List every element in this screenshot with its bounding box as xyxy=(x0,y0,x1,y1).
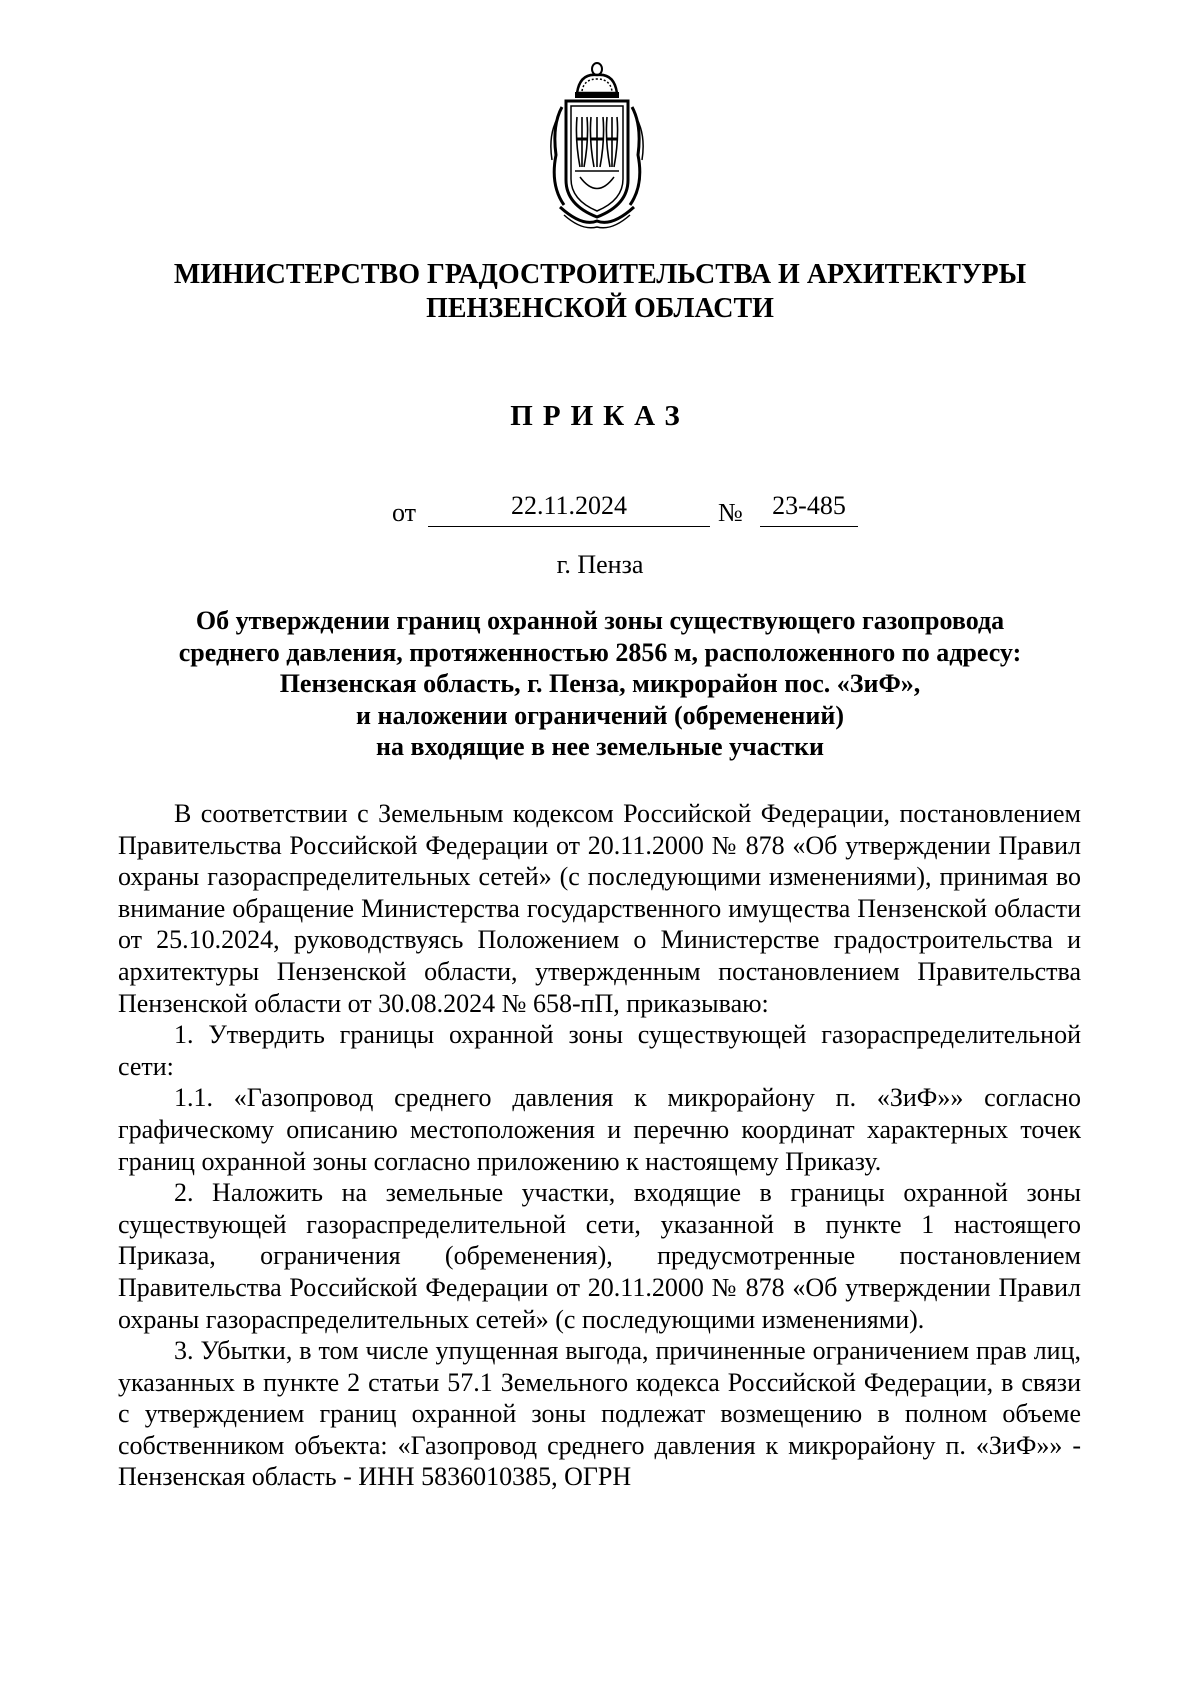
preamble-paragraph: В соответствии с Земельным кодексом Российской Федерации, постановлением Правительства Российской Федерации от 20.11.2000 № 878 «Об утверждении Правил охраны газораспределительных сетей» (с последующими изменениями), принимая во внимание обращение Министерства государственного имущества Пензенской области от 25.10.2024, руководствуясь Положением о Министерстве градостроительства и архитектуры Пензенской области, утвержденным постановлением Правительства Пензенской области от 30.08.2024 № 658-пП, приказываю: xyxy=(118,799,1081,1018)
city-name: г. Пенза xyxy=(556,550,644,579)
document-number: 23-485 xyxy=(760,488,858,527)
document-type-title: ПРИКАЗ xyxy=(510,400,690,432)
coat-of-arms-emblem xyxy=(542,55,652,230)
date-prefix: от xyxy=(392,498,417,527)
subject-line-4: и наложении ограничений (обременений) xyxy=(355,700,845,730)
subject-line-1: Об утверждении границ охранной зоны существующего газопровода xyxy=(195,606,1005,635)
item-3-paragraph: 3. Убытки, в том числе упущенная выгода, причиненные ограничением прав лиц, указанных в пункте 2 статьи 57.1 Земельного кодекса Российской Федерации, в связи с утверждением границ охранной зоны подлежат возмещению в полном объеме собственником объекта: «Газопровод среднего давления к микрорайону п. «ЗиФ»» - Пензенская область - ИНН 5836010385, ОГРН xyxy=(118,1336,1081,1492)
subject-line-5: на входящие в нее земельные участки xyxy=(376,732,824,761)
document-subject xyxy=(120,605,1080,763)
document-date: 22.11.2024 xyxy=(428,488,710,527)
item-2-paragraph: 2. Наложить на земельные участки, входящие в границы охранной зоны существующей газораспределительной сети, указанной в пункте 1 настоящего Приказа, ограничения (обременения), предусмотренные постановлением Правительства Российской Федерации от 20.11.2000 № 878 «Об утверждении Правил охраны газораспределительных сетей» (с последующими изменениями). xyxy=(118,1178,1081,1334)
ministry-line-1: МИНИСТЕРСТВО ГРАДОСТРОИТЕЛЬСТВА И АРХИТЕКТУРЫ xyxy=(173,259,1027,290)
item-1-paragraph: 1. Утвердить границы охранной зоны существующей газораспределительной сети: xyxy=(118,1020,1081,1081)
item-1-1-paragraph: 1.1. «Газопровод среднего давления к микрорайону п. «ЗиФ»» согласно графическому описанию местоположения и перечню координат характерных точек границ охранной зоны согласно приложению к настоящему Приказу. xyxy=(118,1083,1081,1176)
number-prefix: № xyxy=(718,498,743,527)
document-body xyxy=(118,798,1081,1493)
subject-line-2: среднего давления, протяженностью 2856 м, расположенного по адресу: xyxy=(178,637,1022,667)
subject-line-3: Пензенская область, г. Пенза, микрорайон пос. «ЗиФ», xyxy=(279,669,921,698)
ministry-line-2: ПЕНЗЕНСКОЙ ОБЛАСТИ xyxy=(426,293,774,324)
ministry-name xyxy=(100,258,1100,326)
